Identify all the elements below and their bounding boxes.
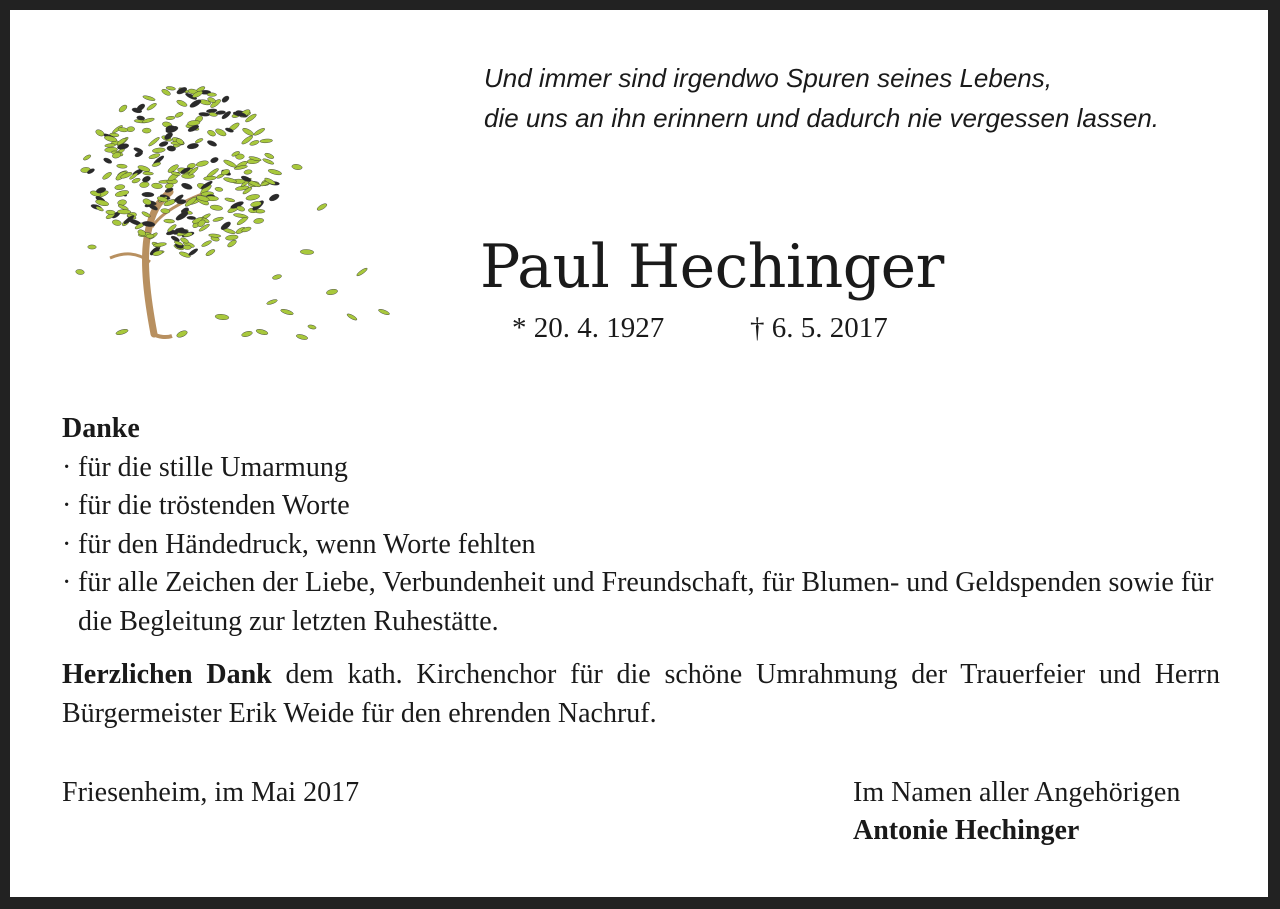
thanks-section (62, 410, 1220, 733)
obituary-card (10, 10, 1268, 897)
deceased-name: Paul Hechinger (480, 232, 944, 302)
death-date: † 6. 5. 2017 (750, 312, 888, 344)
signer-name: Antonie Hechinger (853, 815, 1080, 846)
signature-block (853, 774, 1180, 850)
thanks-item: · für alle Zeichen der Liebe, Verbundenheit und Freundschaft, für Blumen- und Geldspenden sowie für die Begleitung zur letzten Ruhestätte. (62, 564, 1220, 641)
thanks-list (62, 449, 1220, 642)
birth-date: * 20. 4. 1927 (512, 312, 665, 344)
on-behalf-text: Im Namen aller Angehörigen (853, 777, 1181, 808)
special-thanks-text: dem kath. Kirchenchor für die schöne Umrahmung der Trauerfeier und Herrn Bürgermeister Erik Weide für den ehrenden Nachruf. (62, 659, 1220, 729)
special-thanks-lead: Herzlichen Dank (62, 659, 272, 690)
special-thanks (62, 656, 1220, 733)
quote-line-1: Und immer sind irgendwo Spuren seines Lebens, (484, 63, 1052, 93)
windblown-tree-icon (62, 62, 392, 342)
place-date: Friesenheim, im Mai 2017 (62, 777, 360, 808)
memorial-quote (484, 58, 1159, 138)
thanks-item: · für den Händedruck, wenn Worte fehlten (62, 526, 1220, 565)
thanks-title: Danke (62, 413, 140, 444)
quote-line-2: die uns an ihn erinnern und dadurch nie vergessen lassen. (484, 103, 1160, 133)
thanks-item: · für die tröstenden Worte (62, 487, 1220, 526)
thanks-item: · für die stille Umarmung (62, 449, 1220, 488)
